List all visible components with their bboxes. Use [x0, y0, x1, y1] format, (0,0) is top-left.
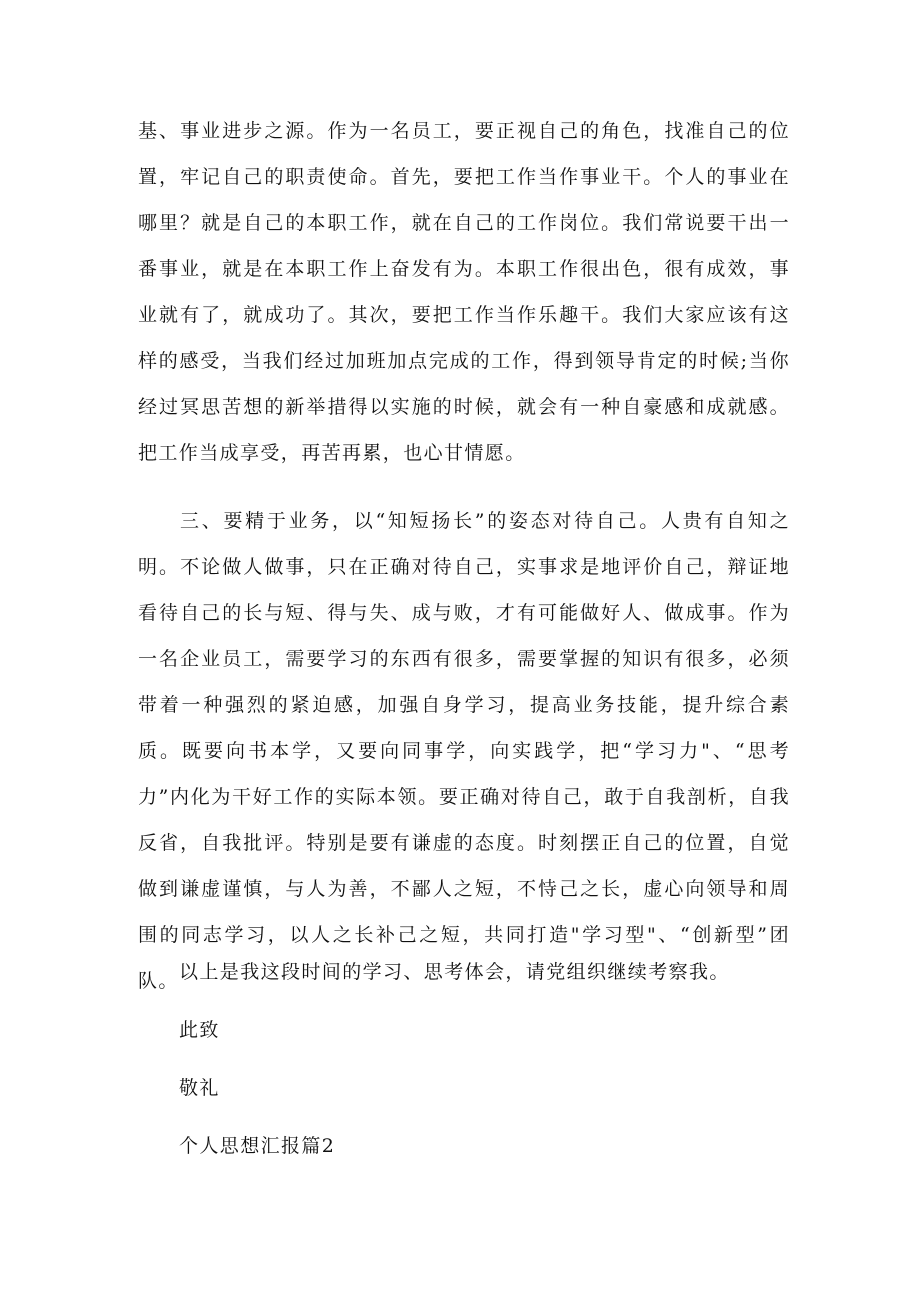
paragraph-continued: 基、事业进步之源。作为一名员工，要正视自己的角色，找准自己的位置，牢记自己的职责使命。首先，要把工作当作事业干。个人的事业在哪里？就是自己的本职工作，就在自己的工作岗位。我们常说要干出一番事业，就是在本职工作上奋发有为。本职工作很出色，很有成效，事业就有了，就成功了。其次，要把工作当作乐趣干。我们大家应该有这样的感受，当我们经过加班加点完成的工作，得到领导肯定的时候;当你经过冥思苦想的新举措得以实施的时候，就会有一种自豪感和成就感。把工作当成享受，再苦再累，也心甘情愿。	[138, 120, 790, 464]
salutation-jingli: 敬礼	[179, 1077, 220, 1099]
salutation-cizhi: 此致	[179, 1019, 220, 1041]
closing-line: 以上是我这段时间的学习、思考体会，请党组织继续考察我。	[179, 961, 730, 983]
next-section-title: 个人思想汇报篇2	[179, 1135, 336, 1157]
body-text-section-three	[138, 498, 790, 1004]
body-text-continued	[138, 108, 790, 476]
paragraph-section-three: 三、要精于业务，以“知短扬长”的姿态对待自己。人贵有自知之明。不论做人做事，只在正确对待自己，实事求是地评价自己，辩证地看待自己的长与短、得与失、成与败，才有可能做好人、做成事。作为一名企业员工，需要学习的东西有很多，需要掌握的知识有很多，必须带着一种强烈的紧迫感，加强自身学习，提高业务技能，提升综合素质。既要向书本学，又要向同事学，向实践学，把“学习力"、“思考力”内化为干好工作的实际本领。要正确对待自己，敢于自我剖析，自我反省，自我批评。特别是要有谦虚的态度。时刻摆正自己的位置，自觉做到谦虚谨慎，与人为善，不鄙人之短，不恃己之长，虚心向领导和周围的同志学习，以人之长补己之短，共同打造"学习型"、“创新型”团队。	[138, 510, 790, 992]
